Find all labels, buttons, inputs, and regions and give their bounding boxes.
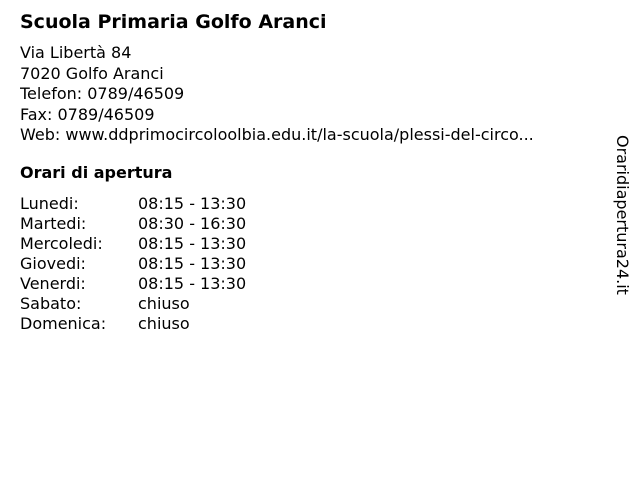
website-link[interactable]: Web: www.ddprimocircoloolbia.edu.it/la-scuola/plessi-del-circo... xyxy=(20,125,534,144)
fax-number: Fax: 0789/46509 xyxy=(20,104,155,124)
hours-row-martedi xyxy=(20,214,320,234)
day-label: Venerdi: xyxy=(20,274,86,293)
time-value: 08:15 - 13:30 xyxy=(138,274,247,293)
time-value: chiuso xyxy=(138,314,190,333)
page-title: Scuola Primaria Golfo Aranci xyxy=(20,11,327,33)
opening-hours-table xyxy=(20,194,320,334)
day-label: Giovedi: xyxy=(20,254,86,273)
day-label: Martedi: xyxy=(20,214,87,233)
hours-row-sabato xyxy=(20,294,320,314)
time-value: 08:15 - 13:30 xyxy=(138,234,247,253)
day-label: Mercoledi: xyxy=(20,234,103,253)
phone-number: Telefon: 0789/46509 xyxy=(20,84,185,103)
address-block xyxy=(20,43,595,146)
site-watermark: Oraridiapertura24.it xyxy=(613,135,632,295)
day-label: Sabato: xyxy=(20,294,82,313)
time-value: 08:15 - 13:30 xyxy=(138,194,247,213)
hours-row-domenica xyxy=(20,314,320,334)
address-street: Via Libertà 84 xyxy=(20,43,132,62)
time-value: 08:15 - 13:30 xyxy=(138,254,247,273)
time-value: 08:30 - 16:30 xyxy=(138,214,247,233)
hours-row-lunedi xyxy=(20,194,320,214)
hours-row-giovedi xyxy=(20,254,320,274)
address-city: 7020 Golfo Aranci xyxy=(20,63,164,83)
hours-row-venerdi xyxy=(20,274,320,294)
opening-hours-heading: Orari di apertura xyxy=(20,163,173,182)
day-label: Domenica: xyxy=(20,314,107,333)
hours-row-mercoledi xyxy=(20,234,320,254)
day-label: Lunedi: xyxy=(20,194,79,213)
time-value: chiuso xyxy=(138,294,190,313)
